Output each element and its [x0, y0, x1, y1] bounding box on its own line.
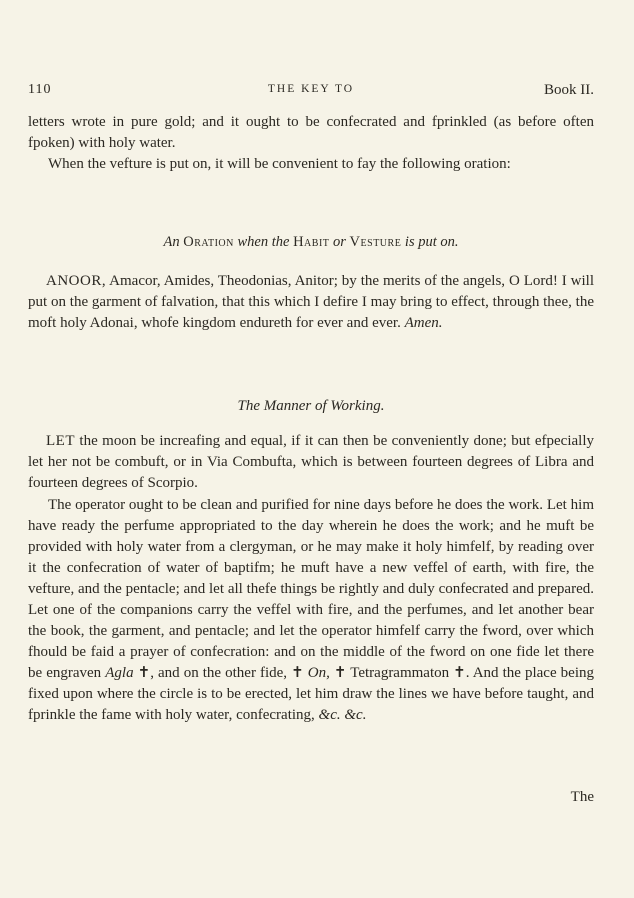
paragraph-oration: ANOOR, Amacor, Amides, Theodonias, Anitor; by the merits of the angels, O Lord! I will put on the garment of falvation, that this which I defire I may bring to effect, through thee, the moft holy Adonai, whofe kingdom endureth for ever and ever. Amen.: [28, 273, 594, 331]
paragraph-2: When the vefture is put on, it will be convenient to fay the following oration:: [48, 156, 511, 172]
catchword: The: [570, 789, 594, 805]
running-header: [28, 82, 594, 102]
paragraph-1: letters wrote in pure gold; and it ought to be confecrated and fprinkled (as before often fpoken) with holy water.: [28, 114, 594, 151]
paragraph-moon: LET the moon be increafing and equal, if it can then be conveniently done; but efpecially let her not be combuft, or in Via Combufta, which is between fourteen degrees of Libra and fourteen degrees of Scorpio.: [28, 433, 594, 491]
section-heading-oration: An Oration when the Habit or Vesture is put on.: [163, 234, 459, 250]
book-label: Book II.: [544, 82, 594, 98]
paragraph-operator: The operator ought to be clean and purified for nine days before he does the work. Let him have ready the perfume appropriated to the day wherein he does the work; and he muft be provided with holy water from a clergyman, or he may make it holy himfelf, by reading over it the confecration of water of baptifm; he muft have a new veffel of earth, with fire, the vefture, and the pentacle; and let all thefe things be rightly and duly confecrated and prepared. Let one of the companions carry the veffel with fire, and the perfumes, and let another bear the book, the garment, and pentacle; and let the operator himfelf carry the fword, over which fhould be faid a prayer of confecration: and on the middle of the fword on one fide let there be engraven Agla ✝, and on the other fide, ✝ On, ✝ Tetragrammaton ✝. And the place being fixed upon where the circle is to be erected, let him draw the lines we have before taught, and fprinkle the fame with holy water, confecrating, &c. &c.: [28, 497, 594, 723]
section-heading-manner: The Manner of Working.: [237, 398, 385, 414]
running-title: THE KEY TO: [267, 83, 355, 95]
page-number: 110: [28, 82, 52, 97]
